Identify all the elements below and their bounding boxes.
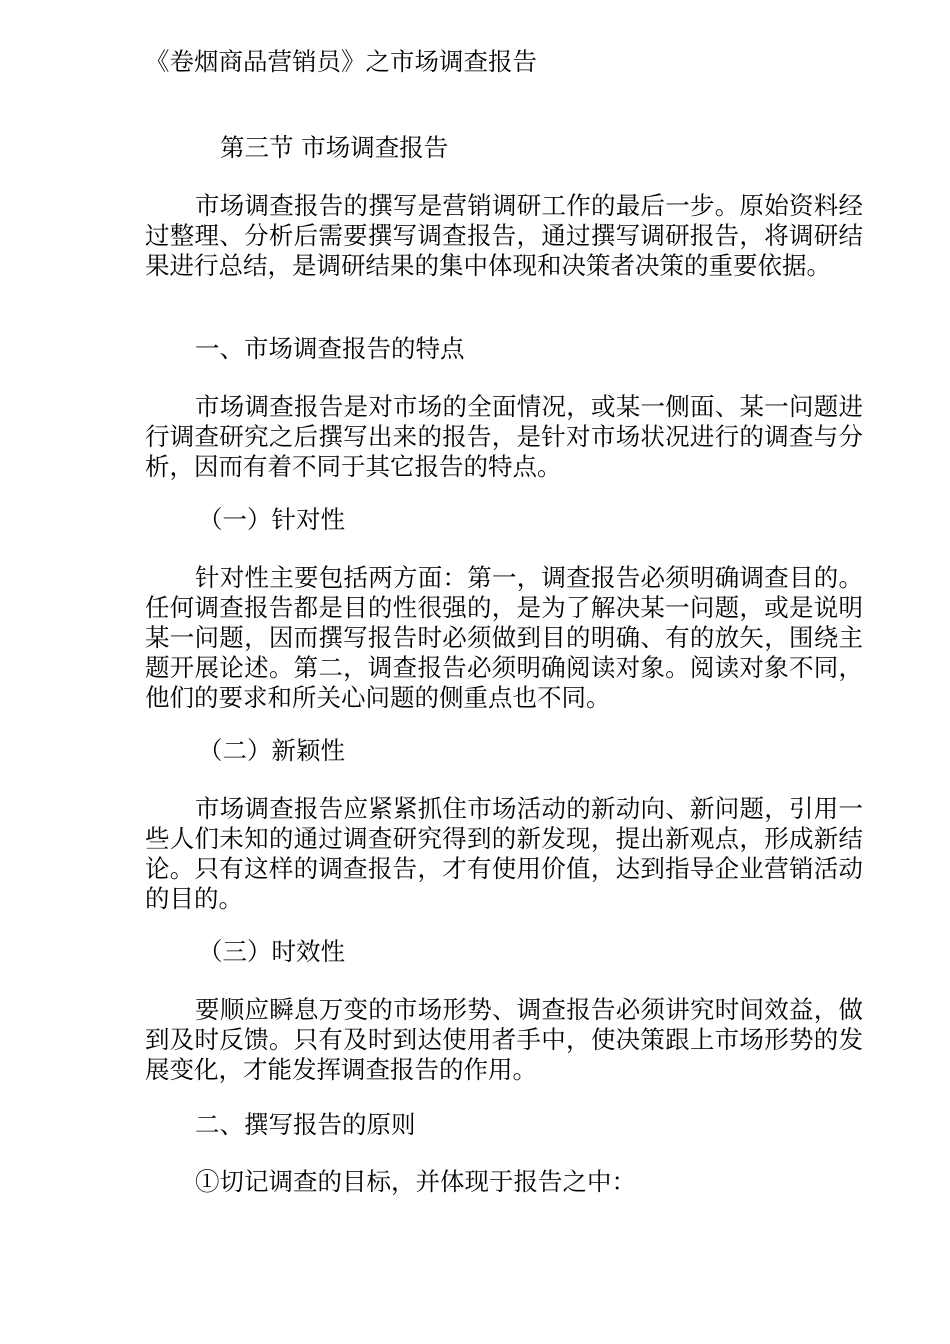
section-title: 第三节 市场调查报告: [220, 133, 449, 162]
subheading-timeliness: （三）时效性: [198, 937, 345, 966]
principle-item-1: ①切记调查的目标，并体现于报告之中：: [195, 1167, 636, 1196]
timeliness-paragraph: 要顺应瞬息万变的市场形势、调查报告必须讲究时间效益，做到及时反馈。只有及时到达使用者手中，使决策跟上市场形势的发展变化，才能发挥调查报告的作用。: [145, 995, 863, 1084]
document-title: 《卷烟商品营销员》之市场调查报告: [145, 47, 537, 76]
subheading-novelty: （二）新颖性: [198, 736, 345, 765]
subheading-targeting: （一）针对性: [198, 505, 345, 534]
novelty-paragraph: 市场调查报告应紧紧抓住市场活动的新动向、新问题，引用一些人们未知的通过调查研究得到的新发现，提出新观点，形成新结论。只有这样的调查报告，才有使用价值，达到指导企业营销活动的目的。: [145, 794, 863, 913]
features-paragraph: 市场调查报告是对市场的全面情况，或某一侧面、某一问题进行调查研究之后撰写出来的报告，是针对市场状况进行的调查与分析，因而有着不同于其它报告的特点。: [145, 392, 863, 481]
heading-features: 一、市场调查报告的特点: [195, 334, 465, 363]
heading-principles: 二、撰写报告的原则: [195, 1110, 416, 1139]
targeting-paragraph: 针对性主要包括两方面：第一，调查报告必须明确调查目的。任何调查报告都是目的性很强的，是为了解决某一问题，或是说明某一问题，因而撰写报告时必须做到目的明确、有的放矢，围绕主题开展论述。第二，调查报告必须明确阅读对象。阅读对象不同，他们的要求和所关心问题的侧重点也不同。: [145, 563, 863, 712]
intro-paragraph: 市场调查报告的撰写是营销调研工作的最后一步。原始资料经过整理、分析后需要撰写调查报告，通过撰写调研报告，将调研结果进行总结，是调研结果的集中体现和决策者决策的重要依据。: [145, 191, 863, 280]
